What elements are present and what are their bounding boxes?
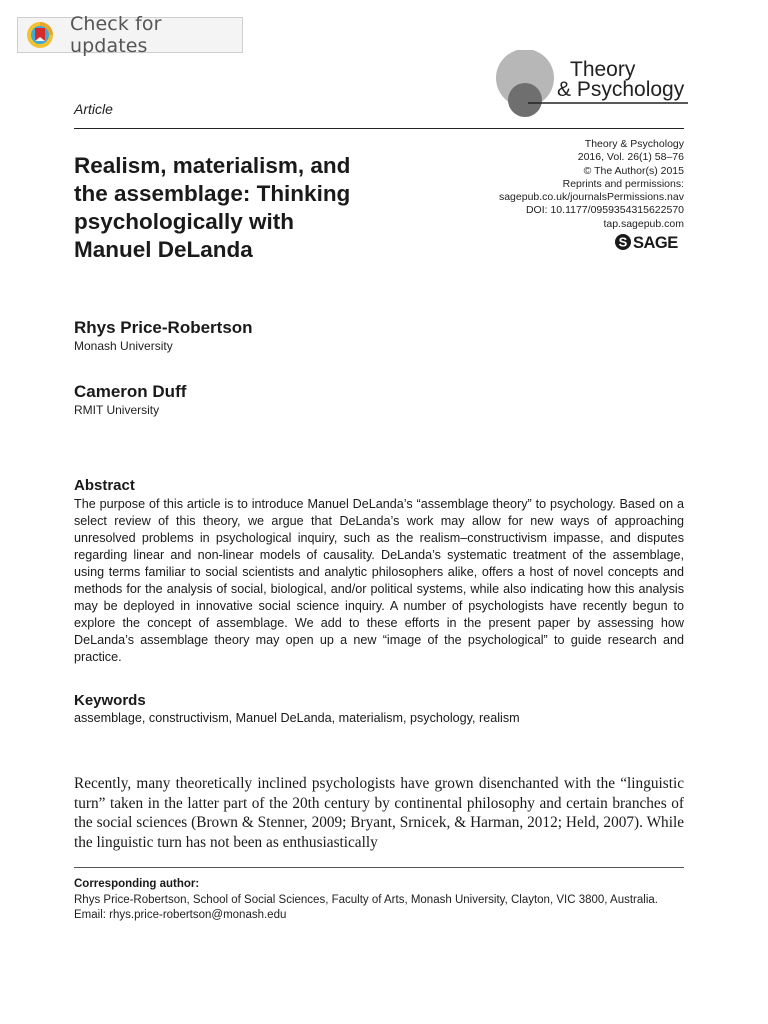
meta-volume: 2016, Vol. 26(1) 58–76	[577, 151, 684, 164]
author-affiliation: Monash University	[74, 339, 173, 353]
title-line: the assemblage: Thinking	[74, 181, 351, 206]
check-for-updates-label: Check for updates	[70, 13, 162, 57]
article-title	[74, 152, 434, 264]
meta-copyright: © The Author(s) 2015	[583, 164, 684, 177]
author-affiliation: RMIT University	[74, 403, 160, 417]
title-line: psychologically with	[74, 209, 295, 234]
corresponding-email[interactable]: Email: rhys.price-robertson@monash.edu	[74, 909, 287, 921]
author-name: Cameron Duff	[74, 382, 187, 401]
journal-logo-line1: Theory	[570, 58, 636, 81]
abstract-text: The purpose of this article is to introduce Manuel DeLanda’s “assemblage theory” to psychology. Based on a select review of this theory, we argue that DeLanda’s work may allow for new ways of approaching unresolved problems in psychological inquiry, such as the realism–constructivism impasse, and disputes regarding linear and non-linear models of causality. DeLanda’s systematic treatment of the assemblage, using terms familiar to social scientists and analytic philosophers alike, offers a host of novel concepts and methods for the analysis of social, biological, and/or political systems, while also indicating how this analysis may be deployed in innovative social science inquiry. A number of psychologists have recently begun to explore the concept of assemblage. We add to these efforts in the present paper by assessing how DeLanda’s assemblage theory may open up a new “image of the psychological” to guide research and practice.	[74, 497, 684, 664]
footnote-divider	[74, 867, 684, 868]
body-paragraph: Recently, many theoretically inclined psychologists have grown disenchanted with the “linguistic turn” taken in the latter part of the 20th century by continental philosophy and certain branches of the social sciences (Brown & Stenner, 2009; Bryant, Srnicek, & Harman, 2012; Held, 2007). While the linguistic turn has not been as enthusiastically	[74, 775, 684, 851]
meta-site-link[interactable]: tap.sagepub.com	[603, 217, 684, 230]
keywords-heading: Keywords	[74, 692, 146, 709]
journal-logo-line2: & Psychology	[557, 78, 685, 101]
check-for-updates-button[interactable]	[17, 13, 243, 57]
corresponding-author-details	[74, 893, 658, 923]
meta-doi[interactable]: DOI: 10.1177/0959354315622570	[525, 204, 684, 217]
author-name: Rhys Price-Robertson	[74, 318, 253, 337]
publication-meta	[499, 138, 684, 231]
corresponding-author-heading: Corresponding author:	[74, 878, 200, 890]
meta-reprints: Reprints and permissions:	[562, 177, 684, 190]
abstract-heading: Abstract	[74, 477, 135, 494]
svg-text:S: S	[618, 234, 628, 250]
keywords-text: assemblage, constructivism, Manuel DeLanda, materialism, psychology, realism	[74, 711, 520, 725]
title-line: Manuel DeLanda	[74, 237, 253, 262]
sage-logo-text: SAGE	[633, 234, 678, 251]
corresponding-address: Rhys Price-Robertson, School of Social Sciences, Faculty of Arts, Monash University, Clayton, VIC 3800, Australia.	[74, 894, 658, 906]
article-type: Article	[74, 101, 113, 117]
crossmark-icon	[26, 21, 54, 49]
sage-logo	[614, 233, 686, 251]
title-line: Realism, materialism, and	[74, 153, 351, 178]
meta-journal: Theory & Psychology	[584, 138, 684, 150]
top-divider	[74, 128, 684, 129]
meta-permissions-link[interactable]: sagepub.co.uk/journalsPermissions.nav	[498, 191, 684, 204]
